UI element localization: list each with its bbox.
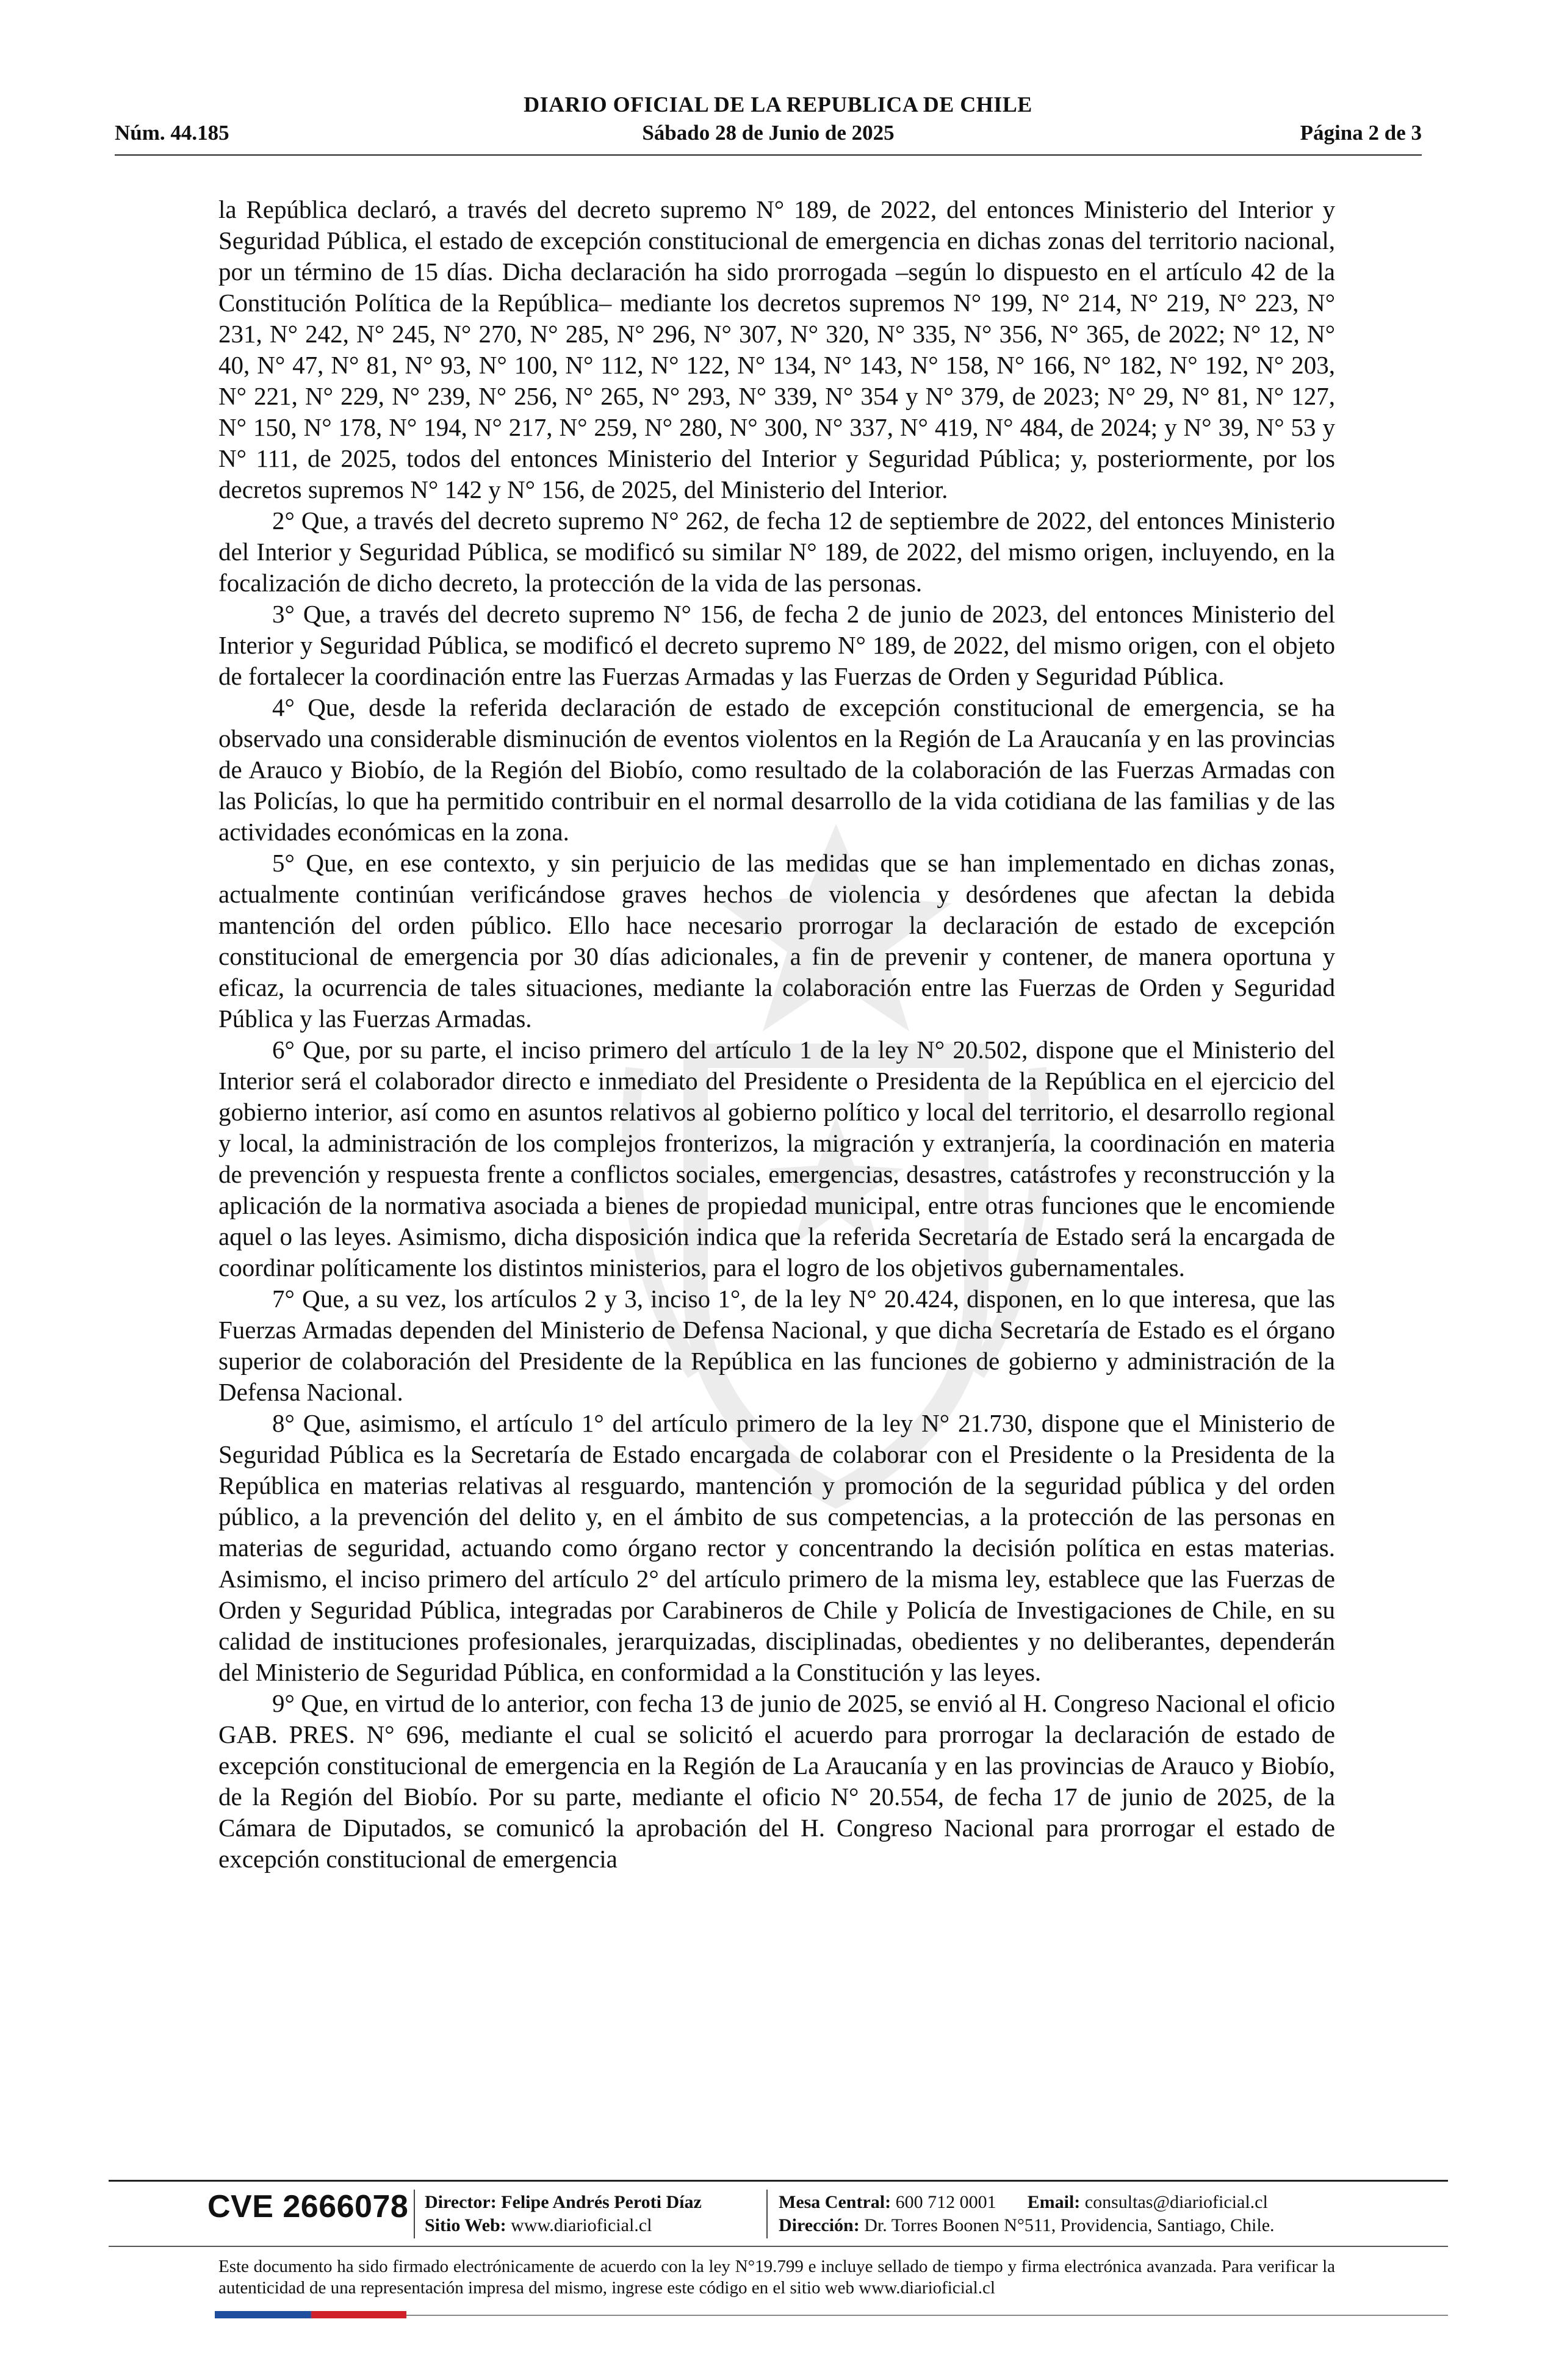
paragraph-continuation: la República declaró, a través del decreto supremo N° 189, de 2022, del entonces Ministerio del Interior y Seguridad Pública, el estado de excepción constitucional de emergencia en dichas zonas del territorio nacional, por un término de 15 días. Dicha declaración ha sido prorrogada –según lo dispuesto en el artículo 42 de la Constitución Política de la República– mediante los decretos supremos N° 199, N° 214, N° 219, N° 223, N° 231, N° 242, N° 245, N° 270, N° 285, N° 296, N° 307, N° 320, N° 335, N° 356, N° 365, de 2022; N° 12, N° 40, N° 47, N° 81, N° 93, N° 100, N° 112, N° 122, N° 134, N° 143, N° 158, N° 166, N° 182, N° 192, N° 203, N° 221, N° 229, N° 239, N° 256, N° 265, N° 293, N° 339, N° 354 y N° 379, de 2023; N° 29, N° 81, N° 127, N° 150, N° 178, N° 194, N° 217, N° 259, N° 280, N° 300, N° 337, N° 419, N° 484, de 2024; y N° 39, N° 53 y N° 111, de 2025, todos del entonces Ministerio del Interior y Seguridad Pública; y, posteriormente, por los decretos supremos N° 142 y N° 156, de 2025, del Ministerio del Interior. [218,195,1335,503]
paragraph-8: 8° Que, asimismo, el artículo 1° del artículo primero de la ley N° 21.730, dispone que el Ministerio de Seguridad Pública es la Secretaría de Estado encargada de colaborar con el Presidente o la Presidenta de la República en materias relativas al resguardo, mantención y promoción de la seguridad pública y del orden público, a la prevención del delito y, en el ámbito de sus competencias, a la protección de las personas en materias de seguridad, actuando como órgano rector y concentrando la decisión política en estas materias. Asimismo, el inciso primero del artículo 2° del artículo primero de la misma ley, establece que las Fuerzas de Orden y Seguridad Pública, integradas por Carabineros de Chile y Policía de Investigaciones de Chile, en su calidad de instituciones profesionales, jerarquizadas, disciplinadas, obedientes y no deliberantes, dependerán del Ministerio de Seguridad Pública, en conformidad a la Constitución y las leyes. [218,1409,1335,1686]
website-label: Sitio Web: [425,2215,506,2235]
paragraph-3: 3° Que, a través del decreto supremo N° 156, de fecha 2 de junio de 2023, del entonces Ministerio del Interior y Seguridad Pública, se modificó el decreto supremo N° 189, de 2022, del mismo origen, con el objeto de fortalecer la coordinación entre las Fuerzas Armadas y las Fuerzas de Orden y Seguridad Pública. [218,600,1335,690]
paragraph-2: 2° Que, a través del decreto supremo N° 262, de fecha 12 de septiembre de 2022, del entonces Ministerio del Interior y Seguridad Pública, se modificó su similar N° 189, de 2022, del mismo origen, incluyendo, en la focalización de dicho decreto, la protección de la vida de las personas. [218,507,1335,597]
paragraph-7: 7° Que, a su vez, los artículos 2 y 3, inciso 1°, de la ley N° 20.424, disponen, en lo que interesa, que las Fuerzas Armadas dependen del Ministerio de Defensa Nacional, y que dicha Secretaría de Estado es el órgano superior de colaboración del Presidente de la República en las funciones de gobierno y administración de la Defensa Nacional. [218,1285,1335,1406]
issue-number: Núm. 44.185 [115,121,229,145]
signature-note: Este documento ha sido firmado electrónicamente de acuerdo con la ley N°19.799 e incluye sellado de tiempo y firma electrónica avanzada. Para verificar la autenticidad de una representación impresa del mismo, ingrese este código en el sitio web www.diarioficial.cl [218,2257,1335,2298]
paragraph-4: 4° Que, desde la referida declaración de estado de excepción constitucional de emergencia, se ha observado una considerable disminución de eventos violentos en la Región de La Araucanía y en las provincias de Arauco y Biobío, de la Región del Biobío, como resultado de la colaboración de las Fuerzas Armadas con las Policías, lo que ha permitido contribuir en el normal desarrollo de la vida cotidiana de las familias y de las actividades económicas en la zona. [218,693,1335,846]
flag-color-bar [215,2311,406,2318]
footer-contact-block [779,2191,1275,2237]
footer-director-block [425,2191,702,2237]
director-label: Director: [425,2192,497,2212]
publication-title: DIARIO OFICIAL DE LA REPUBLICA DE CHILE [524,92,1032,117]
footer-separator [766,2190,768,2238]
paragraph-9: 9° Que, en virtud de lo anterior, con fecha 13 de junio de 2025, se envió al H. Congreso Nacional el oficio GAB. PRES. N° 696, mediante el cual se solicitó el acuerdo para prorrogar la declaración de estado de excepción constitucional de emergencia en la Región de La Araucanía y en las provincias de Arauco y Biobío, de la Región del Biobío. Por su parte, mediante el oficio N° 20.554, de fecha 17 de junio de 2025, de la Cámara de Diputados, se comunicó la aprobación del H. Congreso Nacional para prorrogar el estado de excepción constitucional de emergencia [218,1689,1335,1873]
email-link[interactable]: consultas@diarioficial.cl [1084,2192,1268,2212]
paragraph-5: 5° Que, en ese contexto, y sin perjuicio de las medidas que se han implementado en dichas zonas, actualmente continúan verificándose graves hechos de violencia y desórdenes que afectan la debida mantención del orden público. Ello hace necesario prorrogar la declaración de estado de excepción constitucional de emergencia por 30 días adicionales, a fin de prevenir y contener, de manera oportuna y eficaz, la ocurrencia de tales situaciones, mediante la colaboración entre las Fuerzas de Orden y Seguridad Pública y las Fuerzas Armadas. [218,849,1335,1033]
address-label: Dirección: [779,2215,860,2235]
address-text: Dr. Torres Boonen N°511, Providencia, Santiago, Chile. [864,2215,1275,2235]
document-body [218,194,1335,1875]
footer-separator [414,2190,415,2238]
director-line [425,2191,702,2214]
address-line [779,2214,1275,2237]
footer-note-divider [109,2246,1448,2247]
header-divider [115,154,1422,156]
flag-red-segment [311,2311,406,2318]
website-link[interactable]: www.diarioficial.cl [511,2215,652,2235]
phone-label: Mesa Central: [779,2192,891,2212]
phone-email-line [779,2191,1275,2214]
website-line [425,2214,702,2237]
director-name: Felipe Andrés Peroti Díaz [501,2192,702,2212]
page-indicator: Página 2 de 3 [1300,121,1422,145]
email-label: Email: [1027,2192,1081,2212]
flag-blue-segment [215,2311,311,2318]
cve-code: CVE 2666078 [207,2189,409,2224]
header-row [115,121,1422,150]
paragraph-6: 6° Que, por su parte, el inciso primero del artículo 1 de la ley N° 20.502, dispone que el Ministerio del Interior será el colaborador directo e inmediato del Presidente o Presidenta de la República en el ejercicio del gobierno interior, así como en asuntos relativos al gobierno político y local del territorio, el desarrollo regional y local, la administración de los complejos fronterizos, la migración y extranjería, la coordinación en materia de prevención y respuesta frente a conflictos sociales, emergencias, desastres, catástrofes y reconstrucción y la aplicación de la normativa asociada a bienes de propiedad municipal, entre otras funciones que le encomiende aquel o las leyes. Asimismo, dicha disposición indica que la referida Secretaría de Estado será la encargada de coordinar políticamente los distintos ministerios, para el logro de los objetivos gubernamentales. [218,1036,1335,1282]
issue-date: Sábado 28 de Junio de 2025 [642,121,895,145]
footer-bottom-line [406,2315,1448,2316]
phone-number: 600 712 0001 [895,2192,996,2212]
footer-divider [109,2180,1448,2182]
